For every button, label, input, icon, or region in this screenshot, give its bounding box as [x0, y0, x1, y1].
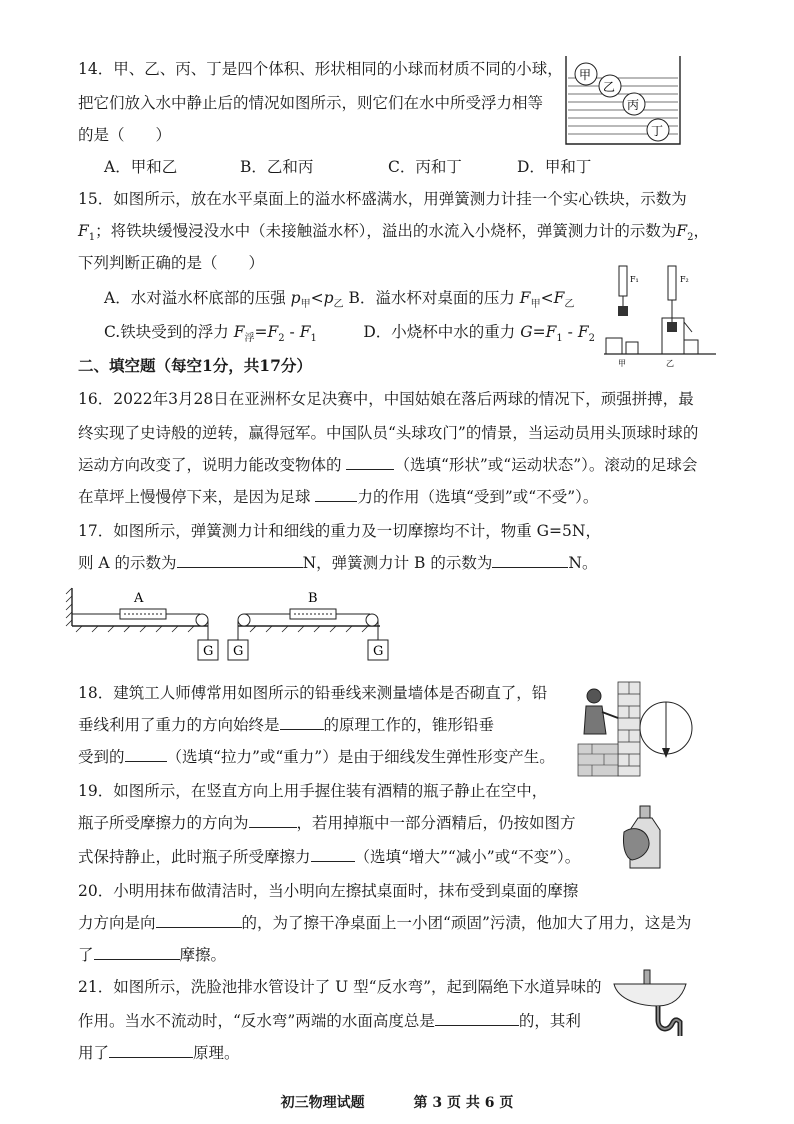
q14-balls-figure — [562, 52, 684, 152]
q20-line2 — [78, 912, 691, 934]
q16-line1: 16．2022年3月28日在亚洲杯女足决赛中，中国姑娘在落后两球的情况下，顽强拼搏，最 — [78, 390, 694, 408]
q18-line3 — [78, 746, 555, 768]
footer-page-number: 第 3 页 共 6 页 — [413, 1095, 514, 1111]
ball-label-yi: 乙 — [603, 80, 616, 94]
q20-blank-1[interactable] — [156, 913, 242, 928]
q19-line2a: 瓶子所受摩擦力的方向为 — [78, 814, 249, 832]
q17-line1: 17．如图所示，弹簧测力计和细线的重力及一切摩擦均不计，物重 G=5N， — [78, 522, 601, 540]
q15-option-b: B．溢水杯对桌面的压力 — [348, 289, 515, 307]
q16-line4a: 在草坪上慢慢停下来，是因为足球 — [78, 488, 311, 506]
q19-bottle-hand-figure — [618, 804, 672, 872]
q17-spring-scale-figure — [64, 584, 404, 662]
page-footer — [0, 1092, 794, 1112]
q20-line3a: 了 — [78, 946, 94, 964]
q19-blank-1[interactable] — [249, 813, 297, 828]
q16-line4 — [78, 486, 598, 508]
q14-line2: 把它们放入水中静止后的情况如图所示，则它们在水中所受浮力相等 — [78, 94, 544, 112]
q19-blank-2[interactable] — [311, 847, 355, 862]
q15-line2a: ；将铁块缓慢浸没水中（未接触溢水杯），溢出的水流入小烧杯，弹簧测力计的示数为 — [95, 222, 677, 240]
q19-line2b: ，若用掉瓶中一部分酒精后，仍按如图方 — [296, 814, 576, 832]
scale-b-label: B — [308, 591, 318, 606]
q16-blank-2[interactable] — [315, 487, 357, 502]
q18-line3a: 受到的 — [78, 748, 125, 766]
q15-option-a: A．水对溢水杯底部的压强 — [104, 289, 286, 307]
q15-option-d: D．小烧杯中水的重力 — [363, 323, 516, 341]
q15-option-c: C.铁块受到的浮力 — [104, 323, 229, 341]
q16-line3b: （选填“形状”或“运动状态”）。滚动的足球会 — [394, 456, 698, 474]
q20-line3 — [78, 944, 226, 966]
q17-line2 — [78, 552, 597, 574]
spring-label-f2: F₂ — [680, 275, 689, 284]
q19-line1: 19．如图所示，在竖直方向上用手握住装有酒精的瓶子静止在空中， — [78, 782, 548, 800]
q16-line2: 终实现了史诗般的逆转，赢得冠军。中国队员“头球攻门”的情景，当运动员用头顶球时球的 — [78, 424, 699, 442]
q21-line2 — [78, 1010, 581, 1032]
q21-line1: 21．如图所示，洗脸池排水管设计了 U 型“反水弯”，起到隔绝下水道异味的 — [78, 978, 602, 996]
q21-line2a: 作用。当水不流动时，“反水弯”两端的水面高度总是 — [78, 1012, 435, 1030]
q20-line2b: 的，为了擦干净桌面上一小团“顽固”污渍，他加大了用力，这是为 — [241, 914, 692, 932]
q18-line2a: 垂线利用了重力的方向始终是 — [78, 716, 280, 734]
fig-label-jia: 甲 — [618, 359, 626, 368]
q21-line3 — [78, 1042, 240, 1064]
q17-blank-a[interactable] — [177, 553, 303, 568]
weight-label-1: G — [203, 644, 214, 659]
q18-line2b: 的原理工作的，锥形铅垂 — [323, 716, 495, 734]
q18-line3b: （选填“拉力”或“重力”）是由于细线发生弹性形变产生。 — [166, 748, 555, 766]
q15-line3: 下列判断正确的是（ ） — [78, 254, 265, 272]
section-fill-in-heading: 二、填空题（每空1分，共17分） — [78, 356, 312, 375]
q21-sink-trap-figure — [610, 966, 692, 1040]
q20-line2a: 力方向是向 — [78, 914, 156, 932]
ball-label-ding: 丁 — [651, 124, 664, 138]
q17-line2c: N。 — [568, 554, 598, 572]
ball-label-bing: 丙 — [627, 98, 640, 112]
q21-line3a: 用了 — [78, 1044, 110, 1062]
q21-blank-2[interactable] — [109, 1043, 193, 1058]
q14-line3: 的是（ ） — [78, 126, 172, 144]
q15-option-c-d: C.铁块受到的浮力 $F_浮=F_2 - F_1$ D．小烧杯中水的重力 $G=F_1 - F_2$ — [104, 323, 595, 345]
q21-line3b: 原理。 — [193, 1044, 240, 1062]
q21-line2b: 的，其利 — [518, 1012, 581, 1030]
weight-label-2: G — [233, 644, 244, 659]
q20-line3b: 摩擦。 — [179, 946, 227, 964]
q21-blank-1[interactable] — [435, 1011, 519, 1026]
q14-line1: 14．甲、乙、丙、丁是四个体积、形状相同的小球而材质不同的小球， — [78, 60, 563, 78]
q18-line1: 18．建筑工人师傅常用如图所示的铅垂线来测量墙体是否砌直了，铅 — [78, 684, 548, 702]
q19-line3b: （选填“增大”“减小”或“不变”）。 — [354, 848, 581, 866]
q19-line2 — [78, 812, 576, 834]
q18-blank-2[interactable] — [125, 747, 167, 762]
q15-line1: 15．如图所示，放在水平桌面上的溢水杯盛满水，用弹簧测力计挂一个实心铁块，示数为 — [78, 190, 687, 208]
spring-label-f1: F₁ — [630, 275, 639, 284]
scale-a-label: A — [134, 591, 144, 606]
q15-line2: $F_1$；将铁块缓慢浸没水中（未接触溢水杯），溢出的水流入小烧杯，弹簧测力计的示数为$F_2$， — [78, 222, 710, 244]
q16-line3 — [78, 454, 697, 476]
q19-line3 — [78, 846, 580, 868]
q17-line2a: 则 A 的示数为 — [78, 554, 177, 572]
fig-label-yi: 乙 — [666, 359, 674, 368]
q14-option-d: D．甲和丁 — [517, 158, 592, 176]
q18-blank-1[interactable] — [280, 715, 324, 730]
q14-option-a: A．甲和乙 — [104, 158, 178, 176]
q14-option-b: B．乙和丙 — [240, 158, 314, 176]
q18-plumb-line-figure — [572, 672, 696, 780]
q16-line3a: 运动方向改变了，说明力能改变物体的 — [78, 456, 342, 474]
q20-blank-2[interactable] — [94, 945, 180, 960]
ball-label-jia: 甲 — [579, 68, 592, 82]
q17-blank-b[interactable] — [492, 553, 568, 568]
q15-option-a-b: A．水对溢水杯底部的压强 $p_甲<p_乙$ B．溢水杯对桌面的压力 $F_甲<F_乙$ — [104, 289, 575, 311]
q15-line2b: ， — [693, 222, 710, 240]
q18-line2 — [78, 714, 494, 736]
q15-overflow-cup-figure — [600, 262, 720, 370]
q16-line4b: 力的作用（选填“受到”或“不受”）。 — [357, 488, 599, 506]
q19-line3a: 式保持静止，此时瓶子所受摩擦力 — [78, 848, 311, 866]
q14-option-c: C．丙和丁 — [388, 158, 462, 176]
weight-label-3: G — [373, 644, 384, 659]
footer-title: 初三物理试题 — [280, 1095, 365, 1111]
q16-blank-1[interactable] — [346, 455, 394, 470]
q20-line1: 20．小明用抹布做清洁时，当小明向左擦拭桌面时，抹布受到桌面的摩擦 — [78, 882, 579, 900]
q17-line2b: N，弹簧测力计 B 的示数为 — [302, 554, 493, 572]
